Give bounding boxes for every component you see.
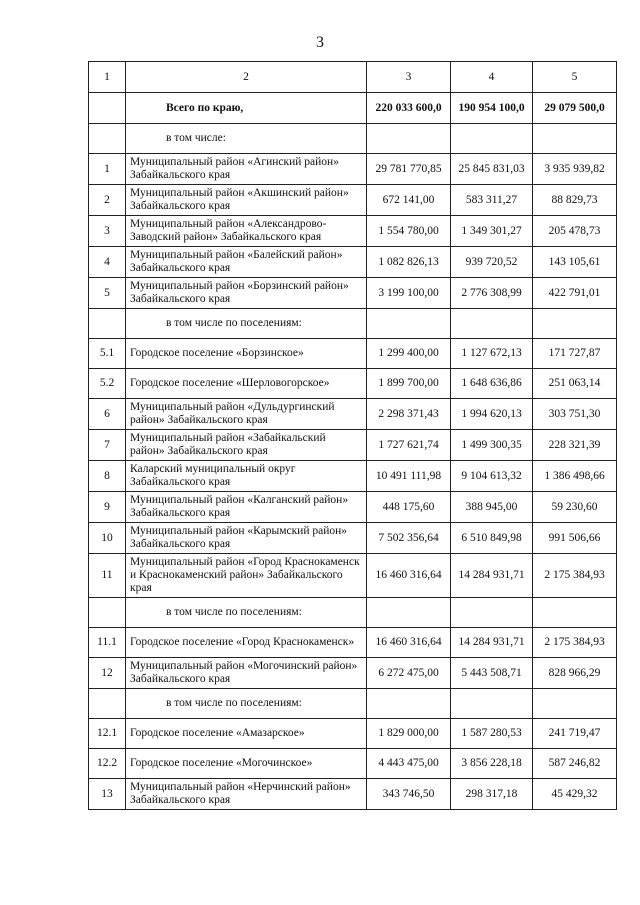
row-name: Городское поселение «Город Краснокаменск»	[126, 628, 367, 658]
row-empty-5	[533, 124, 617, 154]
row-num: 13	[89, 779, 126, 810]
row-num	[89, 689, 126, 719]
table-row	[89, 658, 617, 689]
row-note-label: в том числе:	[126, 124, 367, 154]
total-col-5: 29 079 500,0	[533, 93, 617, 124]
row-note-label: в том числе по поселениям:	[126, 689, 367, 719]
subtotal-note-row	[89, 598, 617, 628]
row-col-5: 991 506,66	[533, 523, 617, 554]
row-name: Муниципальный район «Акшинский район» Забайкальского края	[126, 185, 367, 216]
subtotal-note-row	[89, 689, 617, 719]
table-row	[89, 430, 617, 461]
row-name: Каларский муниципальный округ Забайкальского края	[126, 461, 367, 492]
row-col-3: 16 460 316,64	[367, 628, 451, 658]
table-row	[89, 523, 617, 554]
row-col-3: 1 554 780,00	[367, 216, 451, 247]
total-num	[89, 93, 126, 124]
row-col-5: 143 105,61	[533, 247, 617, 278]
row-col-4: 1 587 280,53	[451, 719, 533, 749]
header-col-4: 4	[451, 62, 533, 93]
page-number: 3	[316, 34, 324, 51]
total-label: Всего по краю,	[126, 93, 367, 124]
row-num: 5.2	[89, 369, 126, 399]
table-row	[89, 278, 617, 309]
row-num: 5.1	[89, 339, 126, 369]
row-num: 6	[89, 399, 126, 430]
row-col-5: 828 966,29	[533, 658, 617, 689]
header-row	[89, 62, 617, 93]
row-name: Городское поселение «Могочинское»	[126, 749, 367, 779]
row-empty-3	[367, 598, 451, 628]
row-col-3: 2 298 371,43	[367, 399, 451, 430]
row-col-3: 672 141,00	[367, 185, 451, 216]
row-col-3: 6 272 475,00	[367, 658, 451, 689]
row-num: 1	[89, 154, 126, 185]
row-num: 7	[89, 430, 126, 461]
table-row	[89, 399, 617, 430]
row-col-5: 205 478,73	[533, 216, 617, 247]
row-col-3: 10 491 111,98	[367, 461, 451, 492]
row-col-5: 88 829,73	[533, 185, 617, 216]
row-col-3: 7 502 356,64	[367, 523, 451, 554]
row-empty-3	[367, 124, 451, 154]
row-empty-4	[451, 598, 533, 628]
row-num: 9	[89, 492, 126, 523]
row-col-4: 9 104 613,32	[451, 461, 533, 492]
table-row	[89, 247, 617, 278]
row-col-4: 388 945,00	[451, 492, 533, 523]
row-col-3: 1 299 400,00	[367, 339, 451, 369]
row-col-3: 448 175,60	[367, 492, 451, 523]
row-col-5: 2 175 384,93	[533, 554, 617, 598]
table-row	[89, 719, 617, 749]
row-num: 2	[89, 185, 126, 216]
total-row	[89, 93, 617, 124]
row-num: 3	[89, 216, 126, 247]
row-num: 4	[89, 247, 126, 278]
row-name: Муниципальный район «Могочинский район» Забайкальского края	[126, 658, 367, 689]
row-empty-4	[451, 309, 533, 339]
row-note-label: в том числе по поселениям:	[126, 598, 367, 628]
row-name: Муниципальный район «Александрово-Заводский район» Забайкальского края	[126, 216, 367, 247]
row-col-4: 2 776 308,99	[451, 278, 533, 309]
row-col-4: 1 499 300,35	[451, 430, 533, 461]
row-empty-4	[451, 689, 533, 719]
row-col-3: 3 199 100,00	[367, 278, 451, 309]
row-num	[89, 598, 126, 628]
table-row	[89, 492, 617, 523]
row-name: Муниципальный район «Дульдургинский район» Забайкальского края	[126, 399, 367, 430]
row-col-4: 1 994 620,13	[451, 399, 533, 430]
row-num: 11.1	[89, 628, 126, 658]
row-col-3: 1 727 621,74	[367, 430, 451, 461]
row-name: Муниципальный район «Карымский район» Забайкальского края	[126, 523, 367, 554]
row-empty-5	[533, 689, 617, 719]
table-row	[89, 779, 617, 810]
row-empty-4	[451, 124, 533, 154]
table-row	[89, 369, 617, 399]
row-name: Муниципальный район «Балейский район» Забайкальского края	[126, 247, 367, 278]
row-num: 12.2	[89, 749, 126, 779]
row-empty-5	[533, 598, 617, 628]
row-col-5: 587 246,82	[533, 749, 617, 779]
row-num: 12	[89, 658, 126, 689]
row-note-label: в том числе по поселениям:	[126, 309, 367, 339]
row-name: Муниципальный район «Агинский район» Забайкальского края	[126, 154, 367, 185]
row-col-5: 1 386 498,66	[533, 461, 617, 492]
row-col-4: 6 510 849,98	[451, 523, 533, 554]
row-num: 12.1	[89, 719, 126, 749]
row-col-4: 1 127 672,13	[451, 339, 533, 369]
row-col-5: 241 719,47	[533, 719, 617, 749]
row-name: Муниципальный район «Город Краснокаменск и Краснокаменский район» Забайкальского края	[126, 554, 367, 598]
row-col-3: 16 460 316,64	[367, 554, 451, 598]
row-col-5: 45 429,32	[533, 779, 617, 810]
header-col-1: 1	[89, 62, 126, 93]
row-num: 11	[89, 554, 126, 598]
row-name: Муниципальный район «Борзинский район» Забайкальского края	[126, 278, 367, 309]
row-col-4: 1 648 636,86	[451, 369, 533, 399]
row-name: Муниципальный район «Калганский район» Забайкальского края	[126, 492, 367, 523]
table-row	[89, 339, 617, 369]
row-empty-5	[533, 309, 617, 339]
row-empty-3	[367, 309, 451, 339]
row-col-4: 25 845 831,03	[451, 154, 533, 185]
table-row	[89, 749, 617, 779]
row-num: 10	[89, 523, 126, 554]
row-col-5: 228 321,39	[533, 430, 617, 461]
row-col-5: 2 175 384,93	[533, 628, 617, 658]
total-col-4: 190 954 100,0	[451, 93, 533, 124]
row-col-5: 422 791,01	[533, 278, 617, 309]
row-name: Городское поселение «Шерловогорское»	[126, 369, 367, 399]
table-row	[89, 461, 617, 492]
row-col-4: 5 443 508,71	[451, 658, 533, 689]
row-col-3: 4 443 475,00	[367, 749, 451, 779]
table-row	[89, 154, 617, 185]
row-name: Городское поселение «Борзинское»	[126, 339, 367, 369]
row-name: Муниципальный район «Нерчинский район» Забайкальского края	[126, 779, 367, 810]
table-row	[89, 216, 617, 247]
header-col-3: 3	[367, 62, 451, 93]
row-empty-3	[367, 689, 451, 719]
row-col-5: 171 727,87	[533, 339, 617, 369]
row-col-4: 3 856 228,18	[451, 749, 533, 779]
row-col-3: 343 746,50	[367, 779, 451, 810]
row-col-4: 298 317,18	[451, 779, 533, 810]
header-col-2: 2	[126, 62, 367, 93]
row-col-4: 939 720,52	[451, 247, 533, 278]
header-col-5: 5	[533, 62, 617, 93]
row-col-4: 1 349 301,27	[451, 216, 533, 247]
row-col-5: 3 935 939,82	[533, 154, 617, 185]
row-col-5: 251 063,14	[533, 369, 617, 399]
row-name: Муниципальный район «Забайкальский район» Забайкальского края	[126, 430, 367, 461]
row-col-5: 303 751,30	[533, 399, 617, 430]
subtotal-note-row	[89, 309, 617, 339]
total-col-3: 220 033 600,0	[367, 93, 451, 124]
table-row	[89, 185, 617, 216]
row-col-3: 1 082 826,13	[367, 247, 451, 278]
subtotal-note-row	[89, 124, 617, 154]
table-row	[89, 628, 617, 658]
appropriations-table	[88, 61, 617, 810]
row-num	[89, 309, 126, 339]
row-num: 8	[89, 461, 126, 492]
row-col-4: 14 284 931,71	[451, 628, 533, 658]
row-col-4: 14 284 931,71	[451, 554, 533, 598]
row-col-3: 29 781 770,85	[367, 154, 451, 185]
table-row	[89, 554, 617, 598]
row-col-3: 1 899 700,00	[367, 369, 451, 399]
row-col-5: 59 230,60	[533, 492, 617, 523]
row-num	[89, 124, 126, 154]
row-col-4: 583 311,27	[451, 185, 533, 216]
row-name: Городское поселение «Амазарское»	[126, 719, 367, 749]
row-col-3: 1 829 000,00	[367, 719, 451, 749]
row-num: 5	[89, 278, 126, 309]
